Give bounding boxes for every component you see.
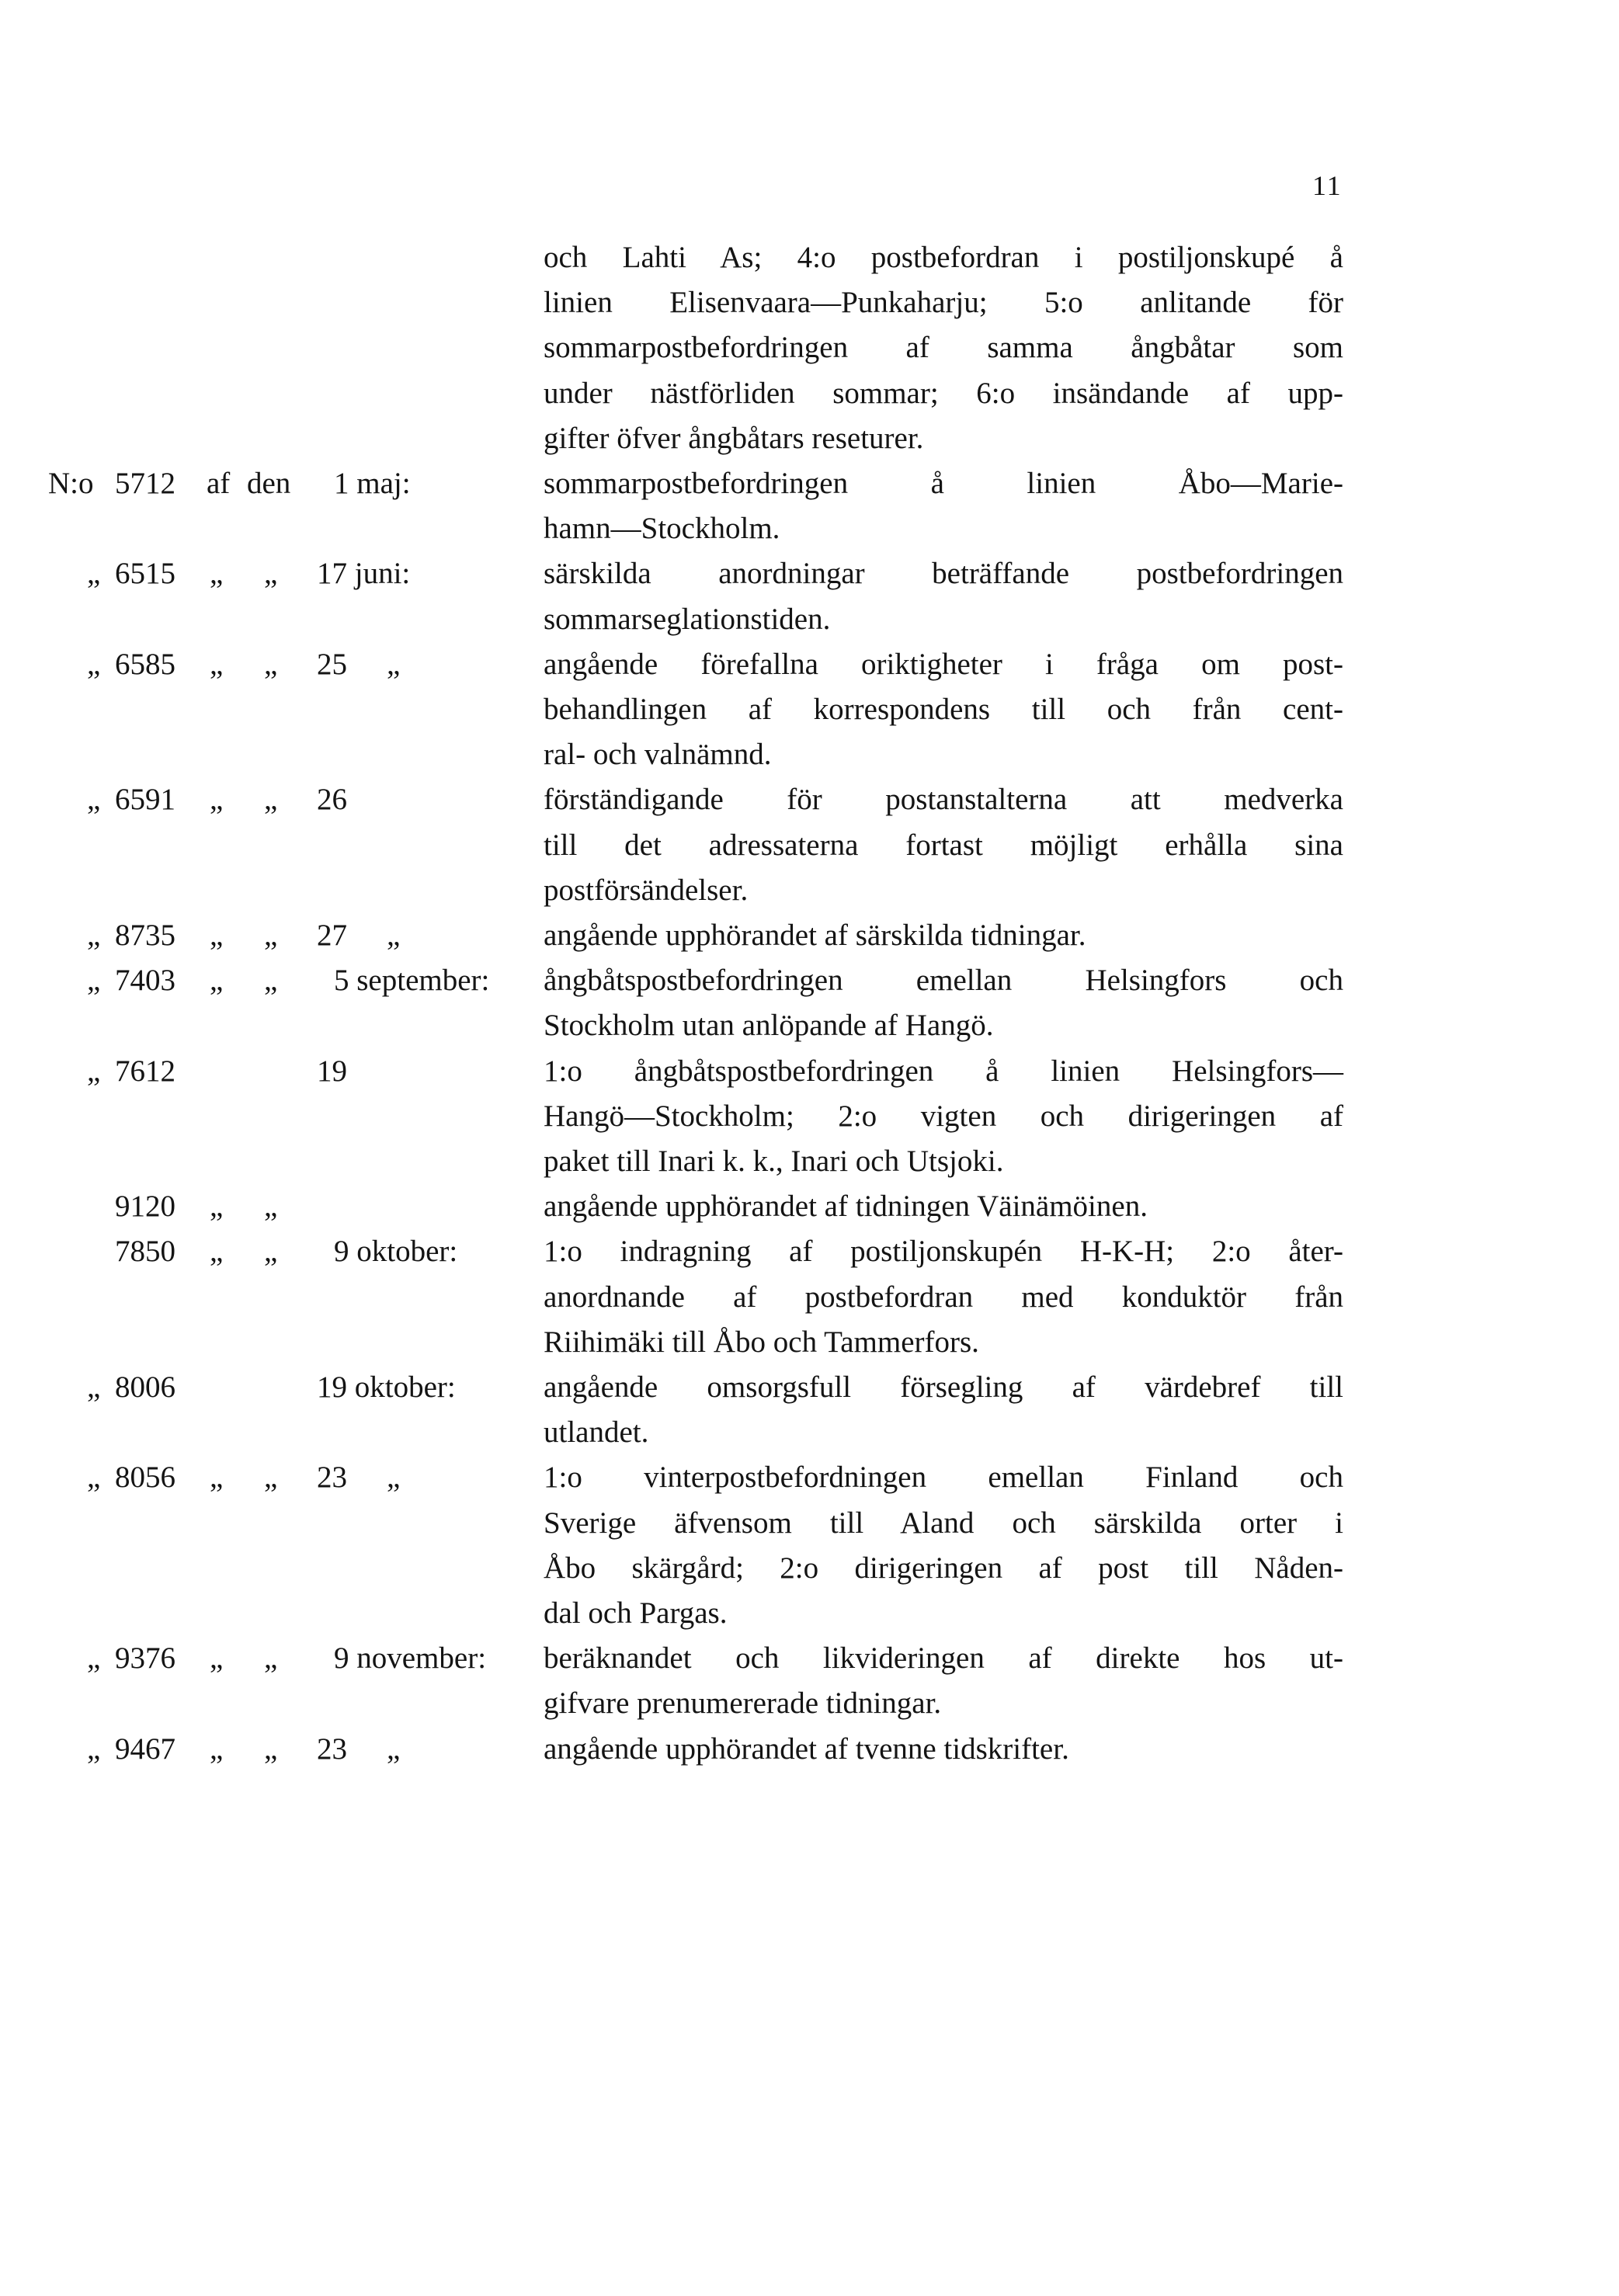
text-line — [0, 551, 1619, 597]
entry-description: Hangö—Stockholm; 2:o vigten och dirigeringen af — [544, 1099, 1343, 1133]
ditto-mark: „ — [210, 557, 224, 591]
entry-description: dal och Pargas. — [544, 1596, 728, 1630]
text-line — [0, 1183, 1619, 1230]
text-line — [0, 776, 1619, 823]
text-line — [0, 1454, 1619, 1501]
text-line — [0, 1319, 1619, 1366]
ditto-mark: „ — [264, 1190, 278, 1224]
entry-description: postförsändelser. — [544, 873, 749, 907]
text-line — [0, 867, 1619, 914]
entry-description: angående förefallna oriktigheter i fråga om post- — [544, 647, 1343, 681]
text-line — [0, 822, 1619, 869]
entry-description: gifter öfver ångbåtars reseturer. — [544, 421, 924, 455]
entry-description: särskilda anordningar beträffande postbefordringen — [544, 557, 1343, 591]
entry-number: 7612 — [115, 1054, 175, 1088]
text-line — [0, 1680, 1619, 1727]
ditto-mark: „ — [210, 1190, 224, 1224]
text-line — [0, 641, 1619, 688]
entry-description: förständigande för postanstalterna att medverka — [544, 783, 1343, 817]
entry-date: 9 november: — [334, 1641, 487, 1676]
entry-number: 9120 — [115, 1190, 175, 1224]
ditto-mark: „ — [87, 1054, 101, 1088]
text-line — [0, 1364, 1619, 1411]
entry-date: 23 — [317, 1732, 347, 1766]
entry-date: 26 — [317, 783, 347, 817]
entry-description: 1:o indragning af postiljonskupén H-K-H; 2:o åter- — [544, 1235, 1343, 1269]
ditto-mark: „ — [210, 919, 224, 952]
entry-number: 9467 — [115, 1732, 175, 1766]
ditto-mark: „ — [387, 647, 401, 681]
entry-description: 1:o ångbåtspostbefordringen å linien Helsingfors— — [544, 1054, 1343, 1088]
entry-description: anordnande af postbefordran med konduktör från — [544, 1280, 1343, 1314]
ditto-mark: „ — [87, 557, 101, 591]
entry-description: gifvare prenumererade tidningar. — [544, 1686, 942, 1721]
text-line — [0, 1635, 1619, 1682]
entry-description: linien Elisenvaara—Punkaharju; 5:o anlitande för — [544, 286, 1343, 320]
entry-description: utlandet. — [544, 1415, 649, 1450]
ditto-mark: „ — [264, 647, 278, 681]
text-line — [0, 415, 1619, 462]
ditto-mark: „ — [387, 1461, 401, 1495]
entry-number: 7403 — [115, 964, 175, 998]
entry-description: sommarpostbefordringen af samma ångbåtar som — [544, 331, 1343, 365]
ditto-mark: „ — [210, 1641, 224, 1676]
entry-number: 8735 — [115, 919, 175, 952]
entry-description: angående upphörandet af särskilda tidningar. — [544, 919, 1086, 952]
entry-description: angående upphörandet af tidningen Väinämöinen. — [544, 1190, 1148, 1224]
ditto-mark: „ — [87, 1370, 101, 1404]
entry-description: ångbåtspostbefordringen emellan Helsingfors och — [544, 964, 1343, 998]
ditto-mark: „ — [264, 964, 278, 998]
ditto-mark: „ — [264, 1641, 278, 1676]
entry-description: under nästförliden sommar; 6:o insändande af upp- — [544, 376, 1343, 410]
text-line — [0, 1500, 1619, 1547]
text-line — [0, 1048, 1619, 1095]
entry-number: 8056 — [115, 1461, 175, 1495]
ditto-mark: „ — [264, 919, 278, 952]
entry-date: 25 — [317, 647, 347, 681]
entry-den: den — [247, 467, 291, 500]
ditto-mark: „ — [387, 1732, 401, 1766]
entry-description: Sverige äfvensom till Aland och särskilda orter i — [544, 1506, 1343, 1540]
entry-date: 9 oktober: — [334, 1235, 458, 1269]
ditto-mark: „ — [264, 783, 278, 817]
entry-description: Stockholm utan anlöpande af Hangö. — [544, 1009, 994, 1043]
entry-number: 9376 — [115, 1641, 175, 1676]
ditto-mark: „ — [210, 783, 224, 817]
text-line — [0, 1228, 1619, 1275]
text-line — [0, 280, 1619, 326]
ditto-mark: „ — [87, 1461, 101, 1495]
ditto-mark: „ — [264, 1732, 278, 1766]
text-line — [0, 1726, 1619, 1773]
text-line — [0, 460, 1619, 507]
text-line — [0, 957, 1619, 1004]
entry-description: till det adressaterna fortast möjligt erhålla sina — [544, 828, 1343, 862]
text-line — [0, 1002, 1619, 1049]
entry-number: 6585 — [115, 647, 175, 681]
ditto-mark: „ — [210, 1732, 224, 1766]
text-line — [0, 686, 1619, 733]
text-line — [0, 596, 1619, 643]
entry-date: 19 — [317, 1054, 347, 1088]
entry-description: 1:o vinterpostbefordningen emellan Finland och — [544, 1461, 1343, 1495]
page-number: 11 — [1312, 170, 1343, 201]
text-line — [0, 1138, 1619, 1185]
ditto-mark: „ — [210, 1235, 224, 1269]
entry-prefix: N:o — [48, 467, 94, 500]
ditto-mark: „ — [210, 1461, 224, 1495]
entry-date: 27 — [317, 919, 347, 952]
ditto-mark: „ — [264, 1461, 278, 1495]
ditto-mark: „ — [87, 783, 101, 817]
ditto-mark: „ — [387, 919, 401, 952]
text-line — [0, 325, 1619, 371]
ditto-mark: „ — [264, 1235, 278, 1269]
entry-description: sommarpostbefordringen å linien Åbo—Marie- — [544, 467, 1343, 500]
entry-description: sommarseglationstiden. — [544, 602, 831, 636]
text-line — [0, 1274, 1619, 1321]
entry-number: 6591 — [115, 783, 175, 817]
entry-number: 8006 — [115, 1370, 175, 1404]
text-line — [0, 912, 1619, 959]
ditto-mark: „ — [87, 919, 101, 952]
ditto-mark: „ — [210, 647, 224, 681]
entry-description: angående omsorgsfull försegling af värdebref till — [544, 1370, 1343, 1404]
entry-description: paket till Inari k. k., Inari och Utsjoki. — [544, 1145, 1004, 1178]
entry-description: Åbo skärgård; 2:o dirigeringen af post till Nåden- — [544, 1551, 1343, 1585]
entry-date: 23 — [317, 1461, 347, 1495]
ditto-mark: „ — [87, 964, 101, 998]
text-line — [0, 370, 1619, 417]
ditto-mark: „ — [87, 1732, 101, 1766]
entry-af: af — [207, 467, 231, 500]
entry-number: 6515 — [115, 557, 175, 591]
text-line — [0, 1590, 1619, 1637]
entry-description: angående upphörandet af tvenne tidskrifter. — [544, 1732, 1069, 1766]
text-line — [0, 1409, 1619, 1456]
ditto-mark: „ — [210, 964, 224, 998]
entry-number: 5712 — [115, 467, 175, 500]
entry-date: 5 september: — [334, 964, 490, 998]
entry-date: 1 maj: — [334, 467, 411, 500]
ditto-mark: „ — [87, 1641, 101, 1676]
text-line — [0, 1093, 1619, 1140]
entry-description: behandlingen af korrespondens till och från cent- — [544, 693, 1343, 726]
entry-description: beräknandet och likvideringen af direkte hos ut- — [544, 1641, 1343, 1676]
ditto-mark: „ — [87, 647, 101, 681]
entry-description: ral- och valnämnd. — [544, 738, 772, 772]
entry-description: och Lahti As; 4:o postbefordran i postiljonskupé å — [544, 241, 1343, 274]
entry-description: hamn—Stockholm. — [544, 512, 780, 546]
entry-date: 17 juni: — [317, 557, 411, 591]
text-line — [0, 1545, 1619, 1592]
entry-date: 19 oktober: — [317, 1370, 456, 1404]
text-line — [0, 234, 1619, 281]
ditto-mark: „ — [264, 557, 278, 591]
text-line — [0, 731, 1619, 778]
entry-description: Riihimäki till Åbo och Tammerfors. — [544, 1325, 979, 1359]
entry-number: 7850 — [115, 1235, 175, 1269]
text-line — [0, 505, 1619, 552]
